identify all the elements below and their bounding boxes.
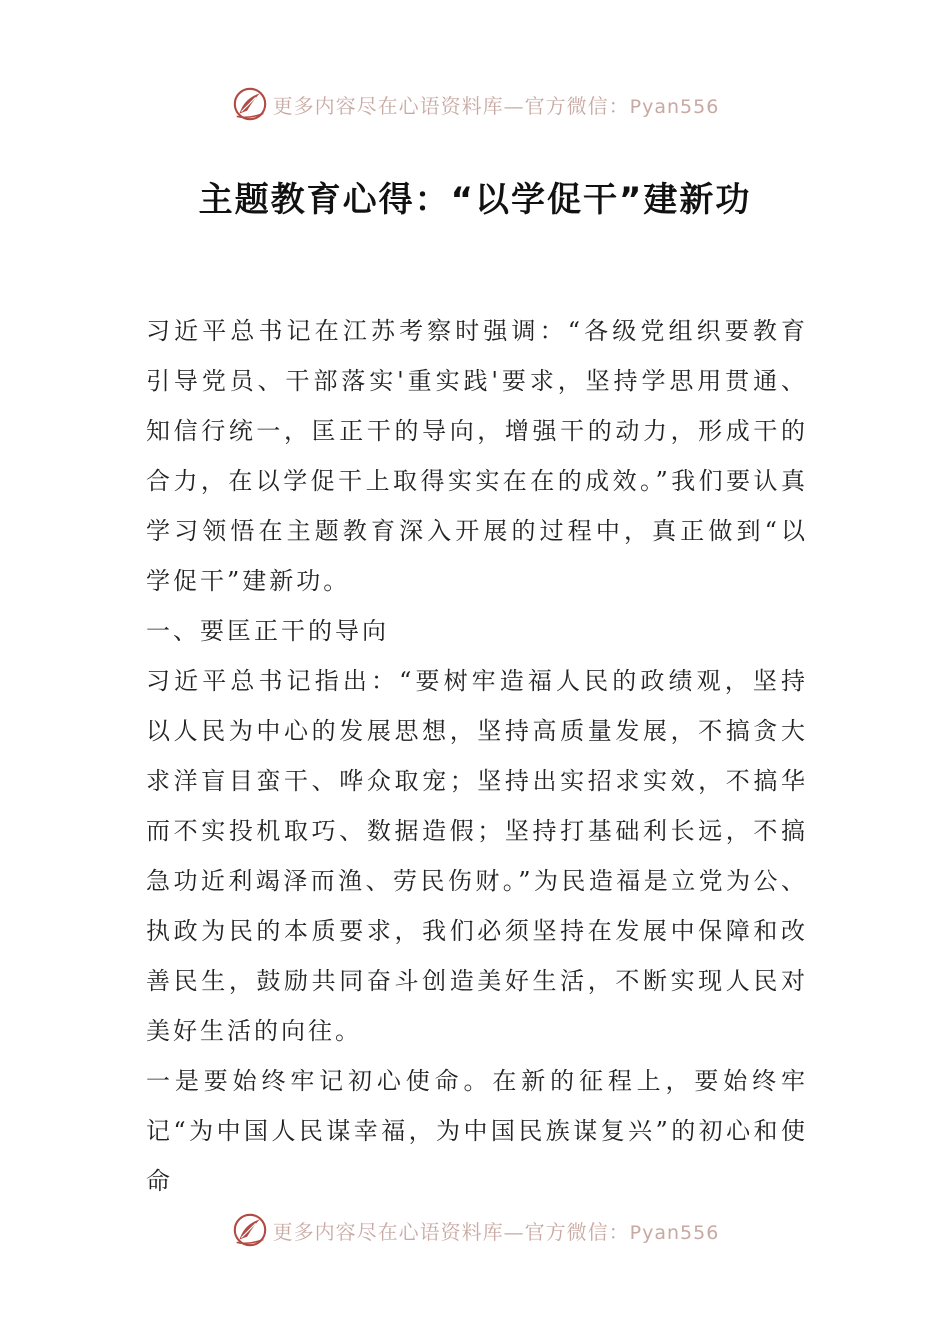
document-title: 主题教育心得：“以学促干”建新功: [198, 180, 752, 220]
banner-wechat-id: Pyan556: [629, 95, 720, 118]
pen-circle-logo-icon: [231, 85, 269, 123]
section-heading-1: 一、要匡正干的导向: [146, 617, 389, 645]
header-banner: [0, 82, 950, 126]
banner-text-cn: 更多内容尽在心语资料库—官方微信：: [272, 1219, 630, 1244]
footer-banner: [0, 1208, 950, 1252]
paragraph-point-1: 一是要始终牢记初心使命。在新的征程上，要始终牢记“为中国人民谋幸福，为中国民族谋复兴”的初心和使命: [146, 1067, 808, 1195]
paragraph-intro: 习近平总书记在江苏考察时强调：“各级党组织要教育引导党员、干部落实'重实践'要求，坚持学思用贯通、知信行统一，匡正干的导向，增强干的动力，形成干的合力，在以学促干上取得实实在在的成效。”我们要认真学习领悟在主题教育深入开展的过程中，真正做到“以学促干”建新功。: [146, 317, 808, 595]
banner-text: [273, 90, 720, 119]
banner-text: [273, 1216, 720, 1245]
document-body: [146, 306, 808, 1206]
banner-text-cn: 更多内容尽在心语资料库—官方微信：: [272, 93, 630, 118]
pen-circle-logo-icon: [231, 1211, 269, 1249]
banner-wechat-id: Pyan556: [629, 1221, 720, 1244]
paragraph-quote: 习近平总书记指出：“要树牢造福人民的政绩观，坚持以人民为中心的发展思想，坚持高质量发展，不搞贪大求洋盲目蛮干、哗众取宠；坚持出实招求实效，不搞华而不实投机取巧、数据造假；坚持打基础利长远，不搞急功近利竭泽而渔、劳民伤财。”为民造福是立党为公、执政为民的本质要求，我们必须坚持在发展中保障和改善民生，鼓励共同奋斗创造美好生活，不断实现人民对美好生活的向往。: [146, 667, 808, 1045]
